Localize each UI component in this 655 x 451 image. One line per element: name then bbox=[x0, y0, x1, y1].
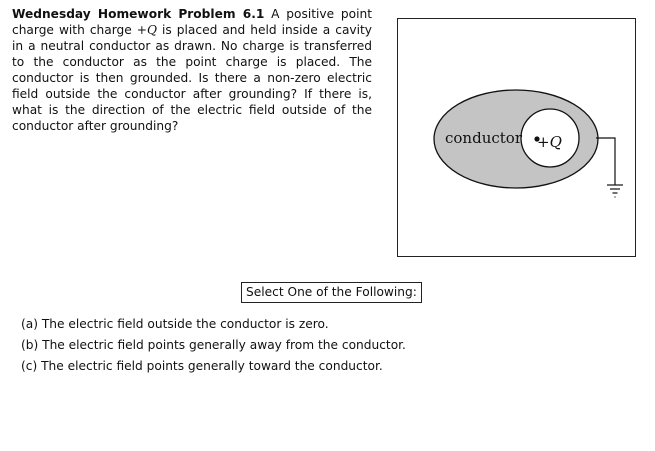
charge-label-sign: + bbox=[537, 133, 550, 151]
answer-options bbox=[21, 316, 406, 379]
select-prompt: Select One of the Following: bbox=[241, 282, 422, 303]
problem-title: Wednesday Homework Problem 6.1 bbox=[12, 7, 265, 21]
ground-wire bbox=[596, 138, 615, 185]
problem-text-part-2: is placed and held inside a cavity in a neutral conductor as drawn. No charge is transferred to the conductor as the point charge is placed. The conductor is then grounded. Is there a non-zero electric field outside the conductor after grounding? If there is, what is the direction of the electric field outside of the conductor after grounding? bbox=[12, 23, 373, 133]
problem-statement bbox=[12, 6, 372, 134]
ground-symbol bbox=[607, 185, 623, 197]
charge-label-letter: Q bbox=[549, 133, 562, 151]
problem-text-part-1: A positive point charge with charge bbox=[12, 7, 372, 37]
problem-charge-symbol: +Q bbox=[136, 23, 157, 37]
conductor-label: conductor bbox=[445, 129, 522, 147]
option-a[interactable]: (a) The electric field outside the conductor is zero. bbox=[21, 317, 329, 331]
option-b[interactable]: (b) The electric field points generally away from the conductor. bbox=[21, 338, 406, 352]
conductor-figure bbox=[397, 18, 636, 257]
charge-label bbox=[537, 133, 562, 151]
option-c[interactable]: (c) The electric field points generally toward the conductor. bbox=[21, 359, 383, 373]
